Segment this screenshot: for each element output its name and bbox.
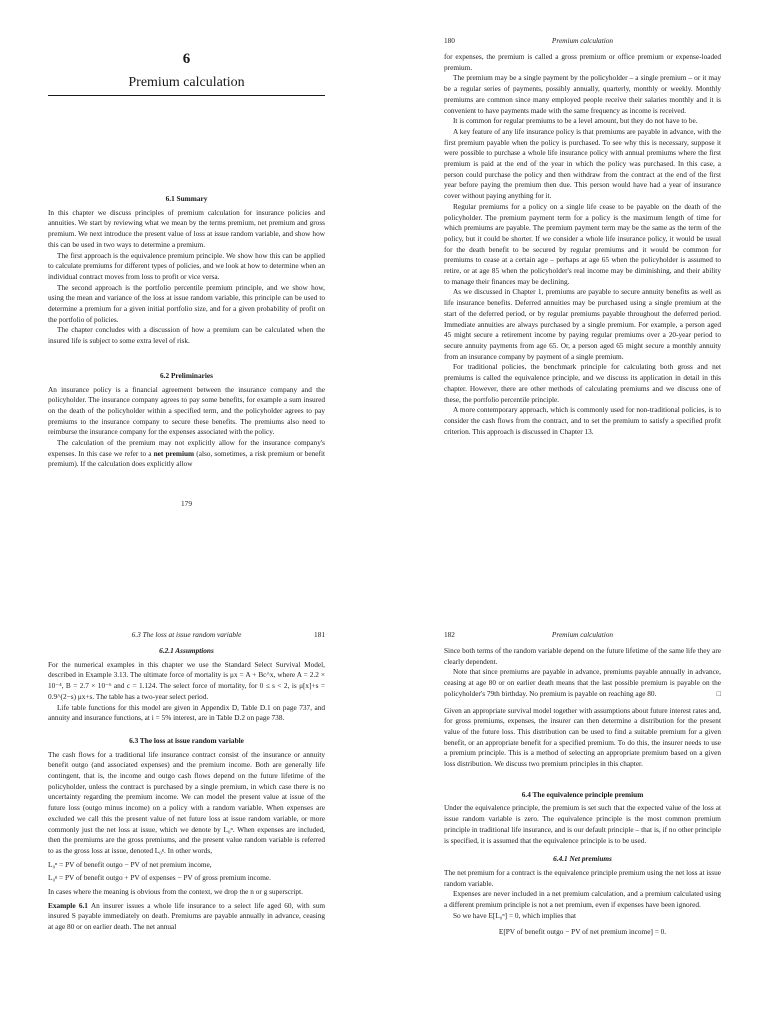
paragraph: for expenses, the premium is called a gross premium or office premium or expense-loaded premium. (444, 52, 721, 72)
page-number: 179 (181, 499, 192, 509)
header-title: Premium calculation (551, 36, 614, 45)
chapter-number: 6 (182, 51, 191, 67)
paragraph: In cases where the meaning is obvious from the context, we drop the n or g superscript. (48, 887, 303, 897)
running-header (444, 36, 721, 47)
page-180 (444, 36, 721, 437)
paragraph: Since both terms of the random variable depend on the future lifetime of the same life they are clearly dependent. (444, 646, 721, 666)
paragraph: Life table functions for this model are given in Appendix D, Table D.1 on page 737, and annuity and insurance functions, at i = 5% interest, are in Table D.2 on page 738. (48, 702, 325, 723)
section-heading: 6.4 The equivalence principle premium (521, 789, 644, 799)
paragraph: The chapter concludes with a discussion of how a premium can be calculated when the insured life is subject to some extra level of risk. (48, 325, 325, 346)
running-header (444, 630, 721, 641)
formula: E[PV of benefit outgo − PV of net premium income] = 0. (498, 927, 667, 937)
formula: L₀ⁿ = PV of benefit outgo − PV of net premium income, (48, 859, 212, 869)
section-heading: 6.1 Summary (165, 194, 208, 203)
paragraph: The first approach is the equivalence premium principle. We show how this can be applied to calculate premiums for different types of policies, and we look at how to determine when an individual contract moves from loss to profit or vice versa. (48, 250, 325, 281)
paragraph: In this chapter we discuss principles of premium calculation for insurance policies and annuities. We start by reviewing what we mean by the terms premium, net premium and gross premium. We next introduce the present value of loss at issue random variable, and show how this can be used in two ways to determine a premium. (48, 207, 325, 249)
formula: L₀ᵍ = PV of benefit outgo + PV of expenses − PV of gross premium income. (48, 873, 272, 883)
paragraph: For the numerical examples in this chapter we use the Standard Select Survival Model, described in Example 3.13. The ultimate force of mortality is μx = A + Bc^x, where A = 2.2 × 10⁻⁴, B = 2.7 × 10⁻⁶ and c = 1.124. The select force of mortality, for 0 ≤ s < 2, is μ[x]+s = 0.9^(2−s) μx+s. The table has a two-year select period. (48, 659, 325, 701)
header-title: 6.3 The loss at issue random variable (131, 630, 242, 639)
subsection-heading: 6.4.1 Net premiums (553, 854, 612, 864)
page-181 (48, 630, 325, 933)
header-page-number: 182 (444, 630, 455, 639)
paragraph: The net premium for a contract is the equivalence principle premium using the net loss at issue random variable. (444, 867, 721, 888)
paragraph: The premium may be a single payment by the policyholder – a single premium – or it may be a regular series of payments, possibly annually, quarterly, monthly or weekly. Monthly premiums are common since many employed people receive their salaries monthly and it is convenient to have payments made with the same frequency as income is received. (444, 73, 721, 115)
header-title: Premium calculation (551, 630, 614, 639)
paragraph: As we discussed in Chapter 1, premiums are payable to secure annuity benefits as well as life insurance benefits. Deferred annuities may be purchased using a single premium at the start of the deferred period, or by regular premiums payable throughout the deferred period. Immediate annuities are always purchased by a single premium. For example, a person aged 45 might secure a retirement income by paying regular premiums over a 20-year period to secure annuity payments from age 65. Or, a person aged 65 might secure a monthly annuity from an insurance company by payment of a single premium. (444, 287, 721, 361)
paragraph: Note that since premiums are payable in advance, premiums payable annually in advance, ceasing at age 80 or on earlier death means that the last possible premium is payable on the policyholder's 79th birthday. No premium is payable on reaching age 80. □ (444, 667, 721, 698)
paragraph: Given an appropriate survival model together with assumptions about future interest rates and, for gross premiums, expenses, the insurer can then determine a distribution for the present value of the future loss. This distribution can be used to find a suitable premium for a given benefit, or an appropriate benefit for a specified premium. To do this, the insurer needs to use a premium principle. This is a method of selecting an appropriate premium based on a given loss distribution. We discuss two premium principles in this chapter. (444, 705, 721, 769)
paragraph: A more contemporary approach, which is commonly used for non-traditional policies, is to consider the cash flows from the contract, and to set the premium to satisfy a specified profit criterion. This approach is discussed in Chapter 13. (444, 405, 721, 436)
paragraph: The cash flows for a traditional life insurance contract consist of the insurance or annuity benefit outgo (and associated expenses) and the premium income. Both are generally life contingent, that is, the income and outgo cash flows depend on the future lifetime of the policyholder, unless the contract is purchased by a single premium, in which case there is no uncertainty regarding the premium income. We can model the present value at issue of the future loss (outgo minus income) on a policy with a random variable. When expenses are excluded we call this the present value of net future loss at issue random variable, or more commonly just the net loss at issue, which we denote by L₀ⁿ. When expenses are included, then the premiums are the gross premiums, and the present value random variable is referred to as the gross loss at issue, denoted L₀ᵍ. In other words, (48, 749, 325, 855)
paragraph: Expenses are never included in a net premium calculation, and a premium calculated using a different premium principle is not a net premium, even if expenses have been ignored. (444, 889, 721, 910)
chapter-title: Premium calculation (128, 75, 245, 90)
paragraph: Under the equivalence principle, the premium is set such that the expected value of the loss at issue random variable is zero. The equivalence principle is the most common premium principle in traditional life insurance, and is our default principle – that is, if no other principle is specified, it is assumed that the equivalence principle is to be used. (444, 803, 721, 845)
paragraph: An insurance policy is a financial agreement between the insurance company and the policyholder. The insurance company agrees to pay some benefits, for example a sum insured on the death of the policyholder within a specified term, and the policyholder agrees to pay premiums to the insurance company to secure these benefits. The premiums also need to reimburse the insurance company for the expenses associated with the policy. (48, 384, 325, 437)
example-label: Example 6.1 (48, 900, 88, 910)
paragraph: A key feature of any life insurance policy is that premiums are payable in advance, with the first premium payable when the policy is purchased. To see why this is necessary, suppose it were possible to purchase a whole life insurance policy with annual premiums where the first premium is paid at the end of the year in which the policy was purchased. In this case, a person could purchase the policy and then withdraw from the contract at the end of the first year before paying the premium then due. This person would have had a year of insurance cover without paying anything for it. (444, 126, 721, 201)
example: Example 6.1 An insurer issues a whole life insurance to a select life aged 60, with sum insured S payable immediately on death. Premiums are payable annually in advance, ceasing at age 80 or on earlier death. The net annual (48, 900, 326, 932)
section-heading: 6.2 Preliminaries (160, 370, 213, 380)
paragraph: It is common for regular premiums to be a level amount, but they do not have to be. (453, 116, 698, 126)
header-page-number: 181 (314, 630, 325, 639)
page-182 (444, 630, 721, 938)
paragraph: The calculation of the premium may not explicitly allow for the insurance company's expenses. In this case we refer to a net premium (also, sometimes, a risk premium or benefit premium). If the calculation does explicitly allow (48, 438, 325, 469)
qed-symbol: □ (716, 688, 721, 698)
page-179 (48, 50, 325, 517)
paragraph: So we have E[L₀ⁿ] = 0, which implies that (453, 910, 577, 920)
paragraph: For traditional policies, the benchmark principle for calculating both gross and net premiums is called the equivalence principle, and we discuss its application in detail in this chapter. However, there are other methods of calculating premiums and we discuss one of these, the portfolio percentile principle. (444, 362, 721, 404)
section-heading: 6.3 The loss at issue random variable (129, 735, 244, 745)
paragraph: The second approach is the portfolio percentile premium principle, and we show how, using the mean and variance of the loss at issue random variable, this principle can be used to determine a premium for a given initial portfolio size, and for a given probability of profit on the portfolio of policies. (48, 282, 325, 324)
header-page-number: 180 (444, 36, 455, 45)
subsection-heading: 6.2.1 Assumptions (159, 646, 214, 655)
running-header (48, 630, 325, 641)
paragraph: Regular premiums for a policy on a single life cease to be payable on the death of the policyholder. The premium payment term for a policy is the maximum length of time for which premiums are payable. The premium payment term may be the same as the term of the policy, but it could be shorter. If we consider a whole life insurance policy, it would be usual for the death benefit to be secured by regular premiums and it would be common for premiums to cease at a certain age – perhaps at age 65 when the policyholder is assumed to retire, or at age 85 when the policyholder's real income may be diminishing, and their ability to manage their finances may be declining. (444, 201, 721, 286)
